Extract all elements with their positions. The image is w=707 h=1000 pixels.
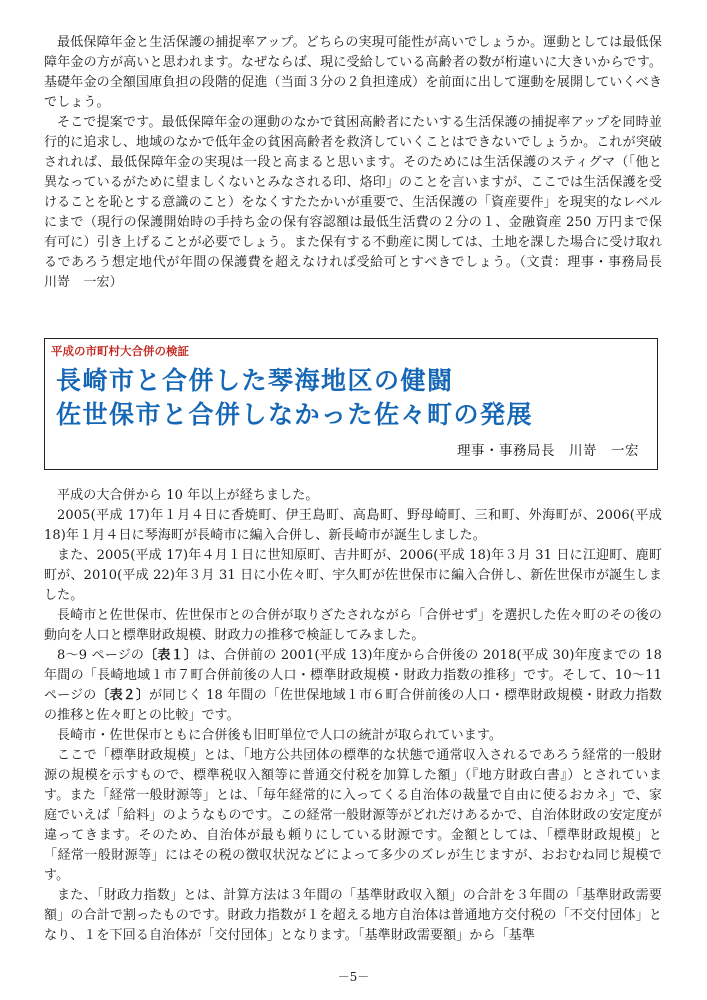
paragraph: 平成の大合併から 10 年以上が経ちました。 xyxy=(57,488,319,503)
paragraph: 長崎市と佐世保市、佐世保市との合併が取りざたされながら「合併せず」を選択した佐々町のその後の動向を人口と標準財政規模、財政力の推移で検証してみました。 xyxy=(44,608,662,643)
article-body xyxy=(44,486,662,946)
paragraph: 2005(平成 17)年１月４日に香焼町、伊王島町、高島町、野母崎町、三和町、外海町が、2006(平成 18)年１月４日に琴海町が長崎市に編入合併し、新長崎市が誕生しました。 xyxy=(44,508,662,543)
top-section xyxy=(44,33,676,293)
table2-reference: 〔表２〕 xyxy=(96,688,150,703)
text-run: は、合併前の 2001(平成 13)年度から合併後の 2018(平成 30)年度までの 18 年間の「長崎地域１市７町合併前後の人口・標準財政規模・財政力指数の推移」です。そして、10～11 ページの xyxy=(44,648,663,703)
author-byline: 理事・事務局長 川嵜 一宏 xyxy=(457,443,639,459)
paragraph: 長崎市・佐世保市ともに合併後も旧町単位で人口の統計が取られています。 xyxy=(57,728,503,743)
paragraph: そこで提案です。最低保障年金の運動のなかで貧困高齢者にたいする生活保護の捕捉率アップを同時並行的に追求し、地域のなかで低年金の貧困高齢者を救済していくことはできないでしょうか。これが突破されれば、最低保障年金の実現は一段と高まると思います。そのためには生活保護のスティグマ（「他と異なっているがために望ましくないとみなされる印、烙印」のことを言いますが、ここでは生活保護を受けることを恥とする意識のこと）をなくすたたかいが重要で、生活保護の「資産要件」を現実的なレベルにまで（現行の保護開始時の手持ち金の保有容認額は最低生活費の２分の１、金融資産 250 万円まで保有可に）引き上げることが必要でしょう。また保有する不動産に関しては、土地を課した場合に受け取れるであろう想定地代が年間の保護費を超えなければ受給可とすべきでしょう。（文責：理事・事務局長 川嵜 一宏） xyxy=(44,115,676,290)
article-title-line-2: 佐世保市と合併しなかった佐々町の発展 xyxy=(56,400,534,429)
text-run: 8～9 ページの xyxy=(57,648,145,663)
paragraph: また、2005(平成 17)年４月１日に世知原町、吉井町が、2006(平成 18)年３月 31 日に江迎町、鹿町町が、2010(平成 22)年３月 31 日に小佐々町、宇久町が佐世保市に編入合併し、新佐世保市が誕生しました。 xyxy=(44,548,662,603)
page-number: －5－ xyxy=(337,970,370,984)
paragraph: ここで「標準財政規模」とは、「地方公共団体の標準的な状態で通常収入されるであろう経常的一般財源の規模を示すもので、標準税収入額等に普通交付税を加算した額」（『地方財政白書』）とされています。また「経常一般財源等」とは、「毎年経常的に入ってくる自治体の裁量で自由に使るおカネ」で、家庭でいえば「給料」のようなものです。この経常一般財源等がどれだけあるかで、自治体財政の安定度が違ってきます。そのため、自治体が最も頼りにしている財源です。金額としては、「標準財政規模」と「経常一般財源等」にはその税の徴収状況などによって多少のズレが生じますが、おおむね同じ規模です。 xyxy=(44,748,662,883)
series-label: 平成の市町村大合併の検証 xyxy=(51,344,189,358)
article-title-line-1: 長崎市と合併した琴海地区の健闘 xyxy=(56,366,454,395)
text-run: が同じく 18 年間の「佐世保地域１市６町合併前後の人口・標準財政規模・財政力指数の推移と佐々町との比較」です。 xyxy=(44,688,662,723)
article-title-box xyxy=(44,338,658,470)
paragraph: また、「財政力指数」とは、計算方法は３年間の「基準財政収入額」の合計を３年間の「基準財政需要額」の合計で割ったものです。財政力指数が１を超える地方自治体は普通地方交付税の「不交付団体」となり、１を下回る自治体が「交付団体」となります。「基準財政需要額」から「基準 xyxy=(44,888,662,943)
paragraph xyxy=(44,646,662,726)
paragraph: 最低保障年金と生活保護の捕捉率アップ。どちらの実現可能性が高いでしょうか。運動としては最低保障年金の方が高いと思われます。なぜならば、現に受給している高齢者の数が桁違いに大きいからです。基礎年金の全額国庫負担の段階的促進（当面３分の２負担達成）を前面に出して運動を展開していくべきでしょう。 xyxy=(44,35,662,110)
table1-reference: 〔表１〕 xyxy=(144,648,198,663)
